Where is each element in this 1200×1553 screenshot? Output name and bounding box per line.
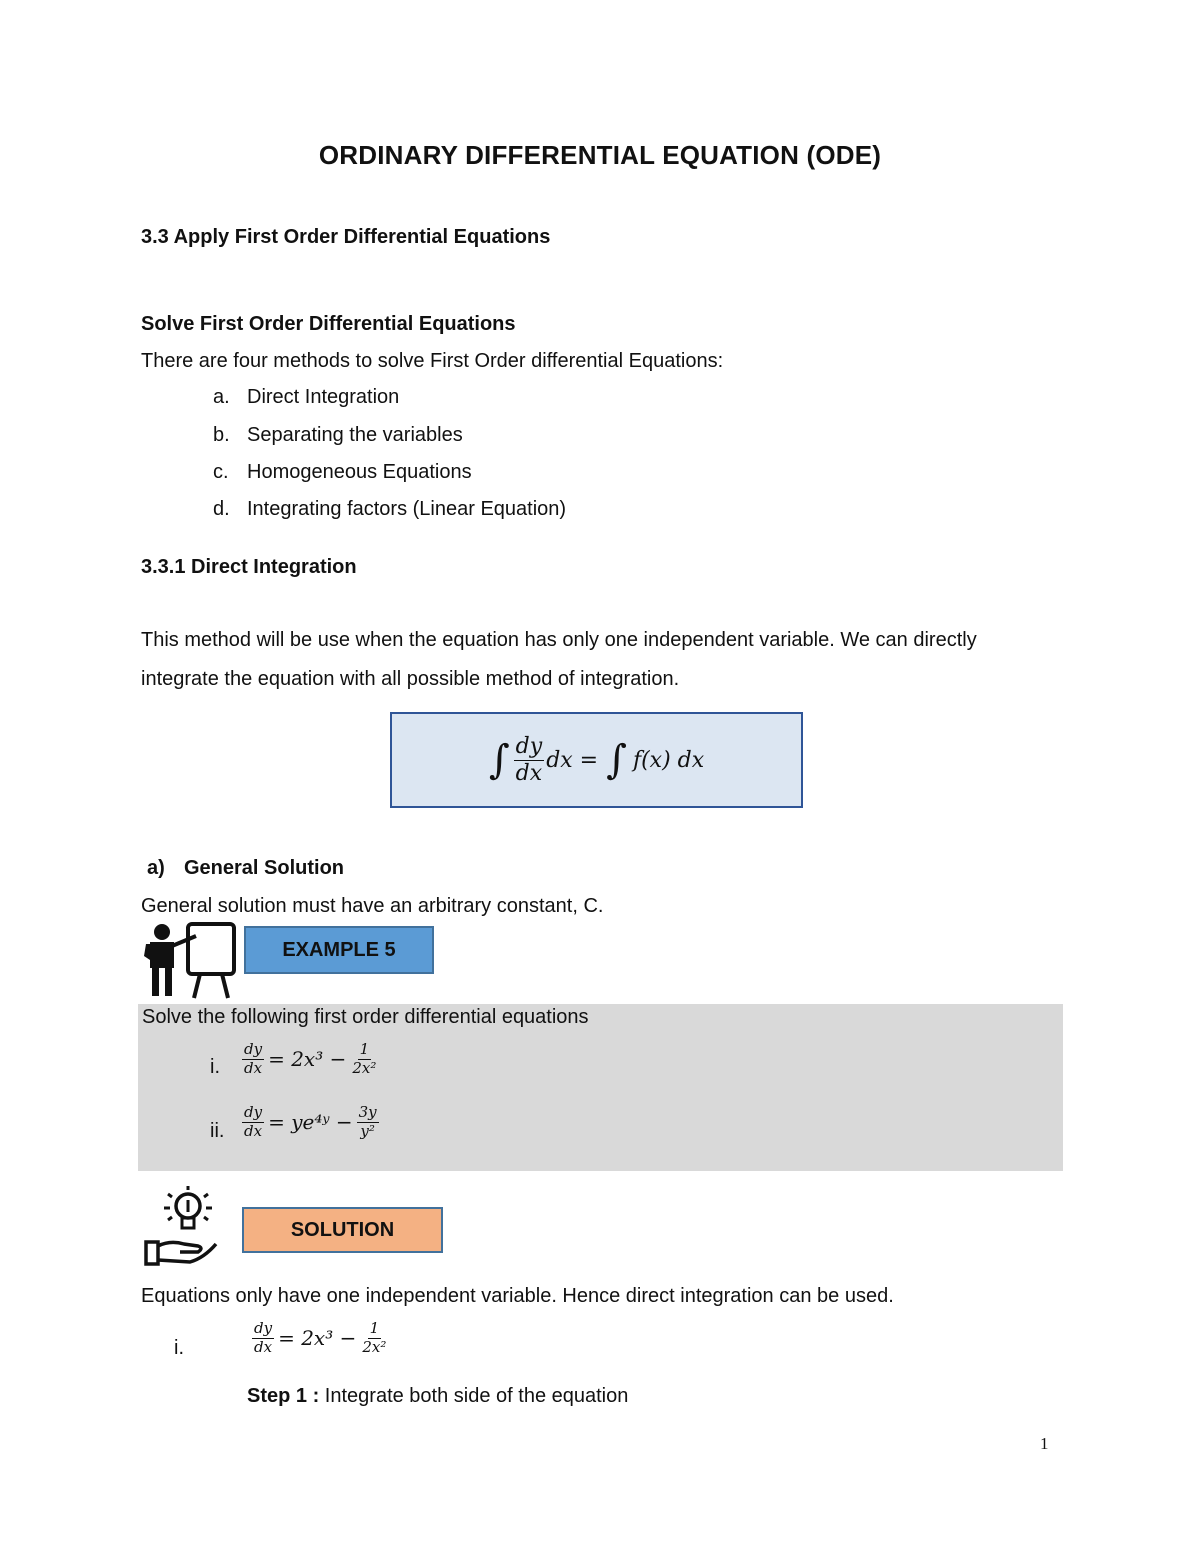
formula-rhs: f(x) dx [632, 747, 705, 773]
fraction-numerator: dy [515, 734, 543, 760]
fraction-numerator: 3y [358, 1103, 377, 1121]
page-title: ORDINARY DIFFERENTIAL EQUATION (ODE) [318, 140, 882, 170]
teacher-presentation-icon [140, 920, 240, 1000]
list-marker: b. [213, 424, 230, 446]
solution-badge: SOLUTION [242, 1207, 443, 1253]
rhs-fraction [350, 1042, 378, 1077]
paragraph-line: integrate the equation with all possible method of integration. [141, 668, 680, 690]
step-line [247, 1385, 628, 1408]
solution-marker: i. [174, 1337, 184, 1359]
general-solution-heading: General Solution [184, 857, 345, 879]
method-label: Separating the variables [247, 424, 463, 446]
subsection-heading: 3.3.1 Direct Integration [141, 556, 357, 578]
step-text: Integrate both side of the equation [319, 1385, 629, 1407]
rhs-fraction [357, 1105, 379, 1140]
example-marker: i. [210, 1056, 220, 1078]
list-marker: c. [213, 461, 229, 483]
equation-middle: = 2x³ − [278, 1326, 357, 1351]
integral-sign: ∫ [488, 737, 510, 783]
fraction-denominator: dx [244, 1058, 263, 1077]
intro-text: There are four methods to solve First Order differential Equations: [141, 350, 724, 372]
fraction-numerator: dy [254, 1319, 273, 1337]
lhs-fraction [252, 1321, 274, 1356]
list-item [213, 461, 713, 487]
formula [392, 714, 801, 806]
fraction-numerator: dy [244, 1103, 263, 1121]
example-marker: ii. [210, 1120, 225, 1142]
method-label: Direct Integration [247, 386, 400, 408]
list-marker: d. [213, 498, 230, 520]
formula-box [390, 712, 803, 808]
example-badge: EXAMPLE 5 [244, 926, 434, 974]
fraction-denominator: y² [360, 1121, 375, 1140]
lightbulb-hand-icon [140, 1186, 230, 1268]
fraction-numerator: 1 [359, 1040, 370, 1058]
solution-equation [252, 1321, 388, 1356]
example-equation [242, 1105, 379, 1140]
fraction-denominator: 2x² [362, 1337, 387, 1356]
equation-middle: = 2x³ − [268, 1047, 347, 1072]
general-solution-text: General solution must have an arbitrary constant, C. [141, 895, 604, 917]
lhs-fraction [242, 1105, 264, 1140]
page-number: 1 [1040, 1434, 1049, 1453]
example-prompt: Solve the following first order differential equations [142, 1006, 589, 1028]
fraction-denominator: dx [244, 1121, 263, 1140]
example-equation [242, 1042, 378, 1077]
list-item [213, 386, 713, 412]
fraction-denominator: dx [254, 1337, 273, 1356]
fraction-numerator: 1 [369, 1319, 380, 1337]
method-label: Integrating factors (Linear Equation) [247, 498, 567, 520]
formula-middle: dx = [546, 747, 599, 773]
fraction-denominator: dx [515, 760, 543, 786]
formula-fraction [514, 735, 545, 784]
general-solution-marker: a) [147, 857, 165, 879]
method-label: Homogeneous Equations [247, 461, 472, 483]
step-label: Step 1 : [247, 1385, 320, 1407]
rhs-fraction [360, 1321, 388, 1356]
paragraph-line: This method will be use when the equation has only one independent variable. We can directly [141, 629, 977, 651]
fraction-numerator: dy [244, 1040, 263, 1058]
list-marker: a. [213, 386, 230, 408]
section-heading: 3.3 Apply First Order Differential Equations [141, 226, 551, 248]
integral-sign: ∫ [606, 737, 627, 783]
subheading: Solve First Order Differential Equations [141, 313, 516, 335]
lhs-fraction [242, 1042, 264, 1077]
solution-text: Equations only have one independent variable. Hence direct integration can be used. [141, 1285, 894, 1307]
fraction-denominator: 2x² [352, 1058, 377, 1077]
list-item [213, 424, 713, 450]
equation-middle: = ye⁴ʸ − [268, 1110, 353, 1135]
example-panel [138, 1004, 1063, 1171]
list-item [213, 498, 713, 524]
